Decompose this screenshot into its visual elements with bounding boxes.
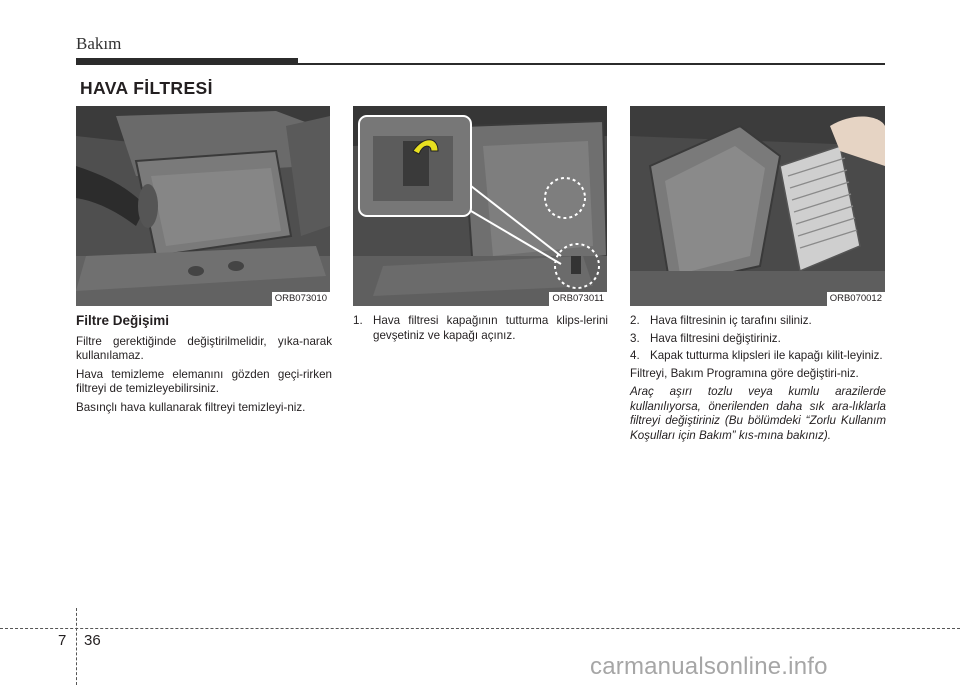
step-number: 2. xyxy=(630,314,640,327)
step-item xyxy=(353,314,608,343)
column-filter-replacement xyxy=(76,314,332,419)
paragraph: Filtre gerektiğinde değiştirilmelidir, yıka-narak kullanılamaz. xyxy=(76,334,332,362)
photo-code: ORB070012 xyxy=(827,292,885,306)
step-text: Hava filtresinin iç tarafını siliniz. xyxy=(650,314,812,327)
column-steps-2-4 xyxy=(630,314,886,447)
step-text: Kapak tutturma klipsleri ile kapağı kilit-leyiniz. xyxy=(650,349,883,362)
step-number: 4. xyxy=(630,349,640,362)
paragraph: Filtreyi, Bakım Programına göre değiştiri-niz. xyxy=(630,366,859,380)
chapter-number: 7 xyxy=(58,632,67,649)
step-number: 3. xyxy=(630,331,640,345)
watermark: carmanualsonline.info xyxy=(590,653,828,680)
photo-code: ORB073011 xyxy=(549,292,607,306)
step-item xyxy=(630,349,886,364)
photo-filter-replacement xyxy=(630,106,885,306)
note-italic: Araç aşırı tozlu veya kumlu arazilerde kullanılıyorsa, önerilenden daha sık ara-lıklarla filtreyi değiştiriniz (Bu bölümdeki “Zorlu Kullanım Koşulları için Bakım” kıs-mına bakınız). xyxy=(630,385,886,442)
header-rule-thick xyxy=(76,58,298,65)
chapter-title: Bakım xyxy=(76,34,122,53)
section-title: HAVA FİLTRESİ xyxy=(80,78,213,98)
footer-dashed-line xyxy=(0,628,960,629)
column-step-1 xyxy=(353,314,608,346)
photo-code: ORB073010 xyxy=(272,292,330,306)
step-number: 1. xyxy=(353,314,363,327)
subheading: Filtre Değişimi xyxy=(76,313,170,328)
paragraph: Basınçlı hava kullanarak filtreyi temizleyi-niz. xyxy=(76,400,306,414)
paragraph: Hava temizleme elemanını gözden geçi-rirken filtreyi de temizleyebilirsiniz. xyxy=(76,367,332,395)
photo-air-filter-box xyxy=(76,106,330,306)
photo-filter-clips xyxy=(353,106,607,306)
step-text: Hava filtresi kapağının tutturma klips-lerini gevşetiniz ve kapağı açınız. xyxy=(373,314,608,342)
page-number: 36 xyxy=(84,632,101,649)
step-item xyxy=(630,314,886,329)
header-rule-thin xyxy=(298,63,885,65)
step-item xyxy=(630,332,886,347)
footer-dashed-divider xyxy=(76,608,77,685)
step-text: Hava filtresini değiştiriniz. xyxy=(650,331,781,345)
